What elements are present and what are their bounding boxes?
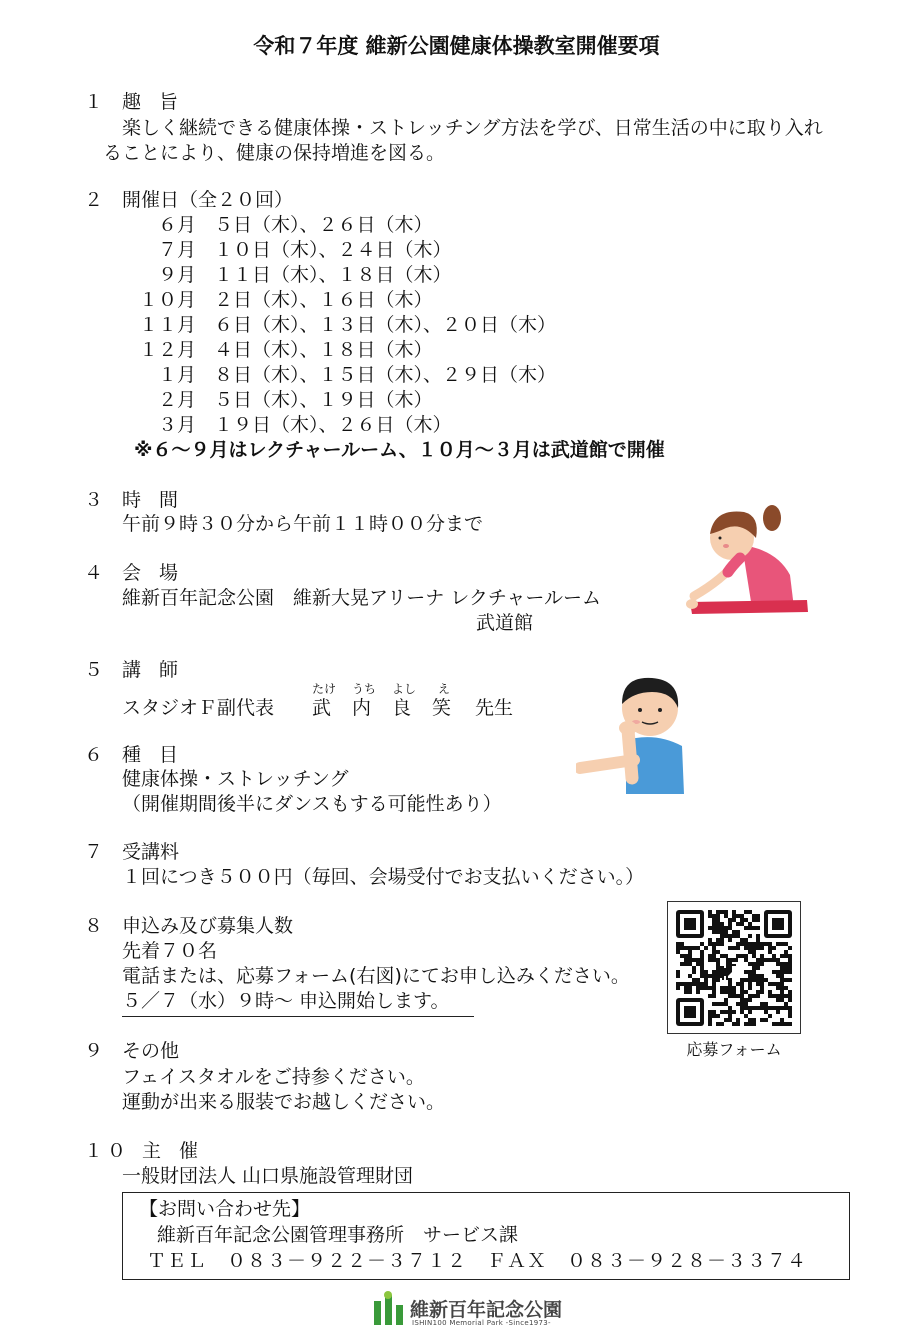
schedule-days: ２日（木）、１６日（木） [214, 289, 433, 311]
instructor-suffix: 先生 [475, 697, 514, 719]
schedule-month: １２月 [138, 339, 196, 361]
section-1-line1: 楽しく継続できる健康体操・ストレッチング方法を学び、日常生活の中に取り入れ [122, 117, 823, 139]
section-4-heading: 会場 [122, 562, 197, 584]
instructor-name-kanji: 武 [312, 697, 332, 719]
section-2-heading: 開催日（全２０回） [122, 189, 294, 211]
instructor-role: スタジオＦ副代表 [122, 697, 275, 719]
instructor-name-kanji: 良 [392, 697, 412, 719]
other-text-2: 運動が出来る服装でお越しください。 [122, 1091, 446, 1113]
qr-code[interactable] [667, 901, 801, 1034]
instructor-name-ruby: たけ [311, 682, 336, 696]
contact-heading: 【お問い合わせ先】 [139, 1198, 311, 1220]
schedule-days: ４日（木）、１８日（木） [214, 339, 433, 361]
schedule-days: １０日（木）、２４日（木） [214, 239, 452, 261]
schedule-month: ９月 [157, 264, 196, 286]
schedule-days: １９日（木）、２６日（木） [214, 414, 452, 436]
park-logo-icon [372, 1291, 406, 1327]
event-type-text: 健康体操・ストレッチング [122, 768, 349, 790]
qr-code-graphic [668, 902, 800, 1033]
section-5-number: ５ [84, 659, 104, 681]
capacity-text: 先着７０名 [122, 940, 218, 962]
schedule-days: ６日（木）、１３日（木）、２０日（木） [214, 314, 557, 336]
section-4-number: ４ [84, 562, 104, 584]
section-10-number: １０ [84, 1140, 131, 1162]
section-1-number: １ [84, 91, 104, 113]
instructor-name-kanji: 内 [352, 697, 372, 719]
organizer-text: 一般財団法人 山口県施設管理財団 [122, 1165, 414, 1187]
application-start-text: ５／７（水）９時～ 申込開始します。 [122, 989, 474, 1017]
section-1-line2: ることにより、健康の保持増進を図る。 [103, 142, 446, 164]
time-text: 午前９時３０分から午前１１時００分まで [122, 513, 484, 535]
section-9-number: ９ [84, 1040, 104, 1062]
schedule-month: １月 [157, 364, 196, 386]
schedule-month: ７月 [157, 239, 196, 261]
section-7-number: ７ [84, 841, 104, 863]
park-logo-subtitle: ISHIN100 Memorial Park -Since1973- [412, 1319, 551, 1327]
section-6-heading: 種目 [122, 744, 197, 766]
contact-phone-fax: ＴＥＬ ０８３－９２２－３７１２ ＦＡＸ ０８３－９２８－３３７４ [147, 1250, 808, 1272]
section-5-heading: 講師 [122, 659, 197, 681]
stretching-man-illustration [576, 670, 690, 796]
schedule-month: ３月 [157, 414, 196, 436]
section-7-heading: 受講料 [122, 841, 180, 863]
schedule-days: １１日（木）、１８日（木） [214, 264, 452, 286]
other-text-1: フェイスタオルをご持参ください。 [122, 1066, 425, 1088]
section-3-heading: 時間 [122, 489, 197, 511]
schedule-days: ５日（木）、１９日（木） [214, 389, 433, 411]
venue-note: ※６～９月はレクチャールーム、１０月～３月は武道館で開催 [134, 439, 665, 461]
section-9-heading: その他 [122, 1040, 180, 1062]
instructor-name-kanji: 笑 [432, 697, 452, 719]
contact-box [122, 1192, 850, 1280]
schedule-days: ５日（木）、２６日（木） [214, 214, 433, 236]
page-title: 令和７年度 維新公園健康体操教室開催要項 [253, 34, 660, 58]
stretching-woman-illustration [682, 500, 814, 618]
venue-text-2: 武道館 [476, 612, 534, 634]
event-type-note: （開催期間後半にダンスもする可能性あり） [122, 793, 502, 815]
section-8-number: ８ [84, 915, 104, 937]
section-2-number: ２ [84, 189, 104, 211]
fee-text: １回につき５００円（毎回、会場受付でお支払いください。） [122, 866, 645, 888]
schedule-month: １１月 [138, 314, 196, 336]
schedule-month: ６月 [157, 214, 196, 236]
section-1-heading: 趣旨 [122, 91, 197, 113]
schedule-month: １０月 [138, 289, 196, 311]
schedule-month: ２月 [157, 389, 196, 411]
instructor-name-ruby: え [437, 682, 450, 696]
instructor-name-ruby: うち [351, 682, 376, 696]
instructor-name-ruby: よし [391, 682, 416, 696]
section-10-heading: 主催 [142, 1140, 217, 1162]
qr-label: 応募フォーム [686, 1040, 782, 1059]
application-text: 電話または、応募フォーム(右図)にてお申し込みください。 [122, 965, 630, 987]
section-6-number: ６ [84, 744, 104, 766]
section-3-number: ３ [84, 489, 104, 511]
schedule-days: ８日（木）、１５日（木）、２９日（木） [214, 364, 557, 386]
contact-office: 維新百年記念公園管理事務所 サービス課 [157, 1224, 519, 1246]
section-8-heading: 申込み及び募集人数 [122, 915, 294, 937]
venue-text: 維新百年記念公園 維新大晃アリーナ レクチャールーム [122, 587, 601, 609]
park-logo-name: 維新百年記念公園 [410, 1299, 563, 1321]
